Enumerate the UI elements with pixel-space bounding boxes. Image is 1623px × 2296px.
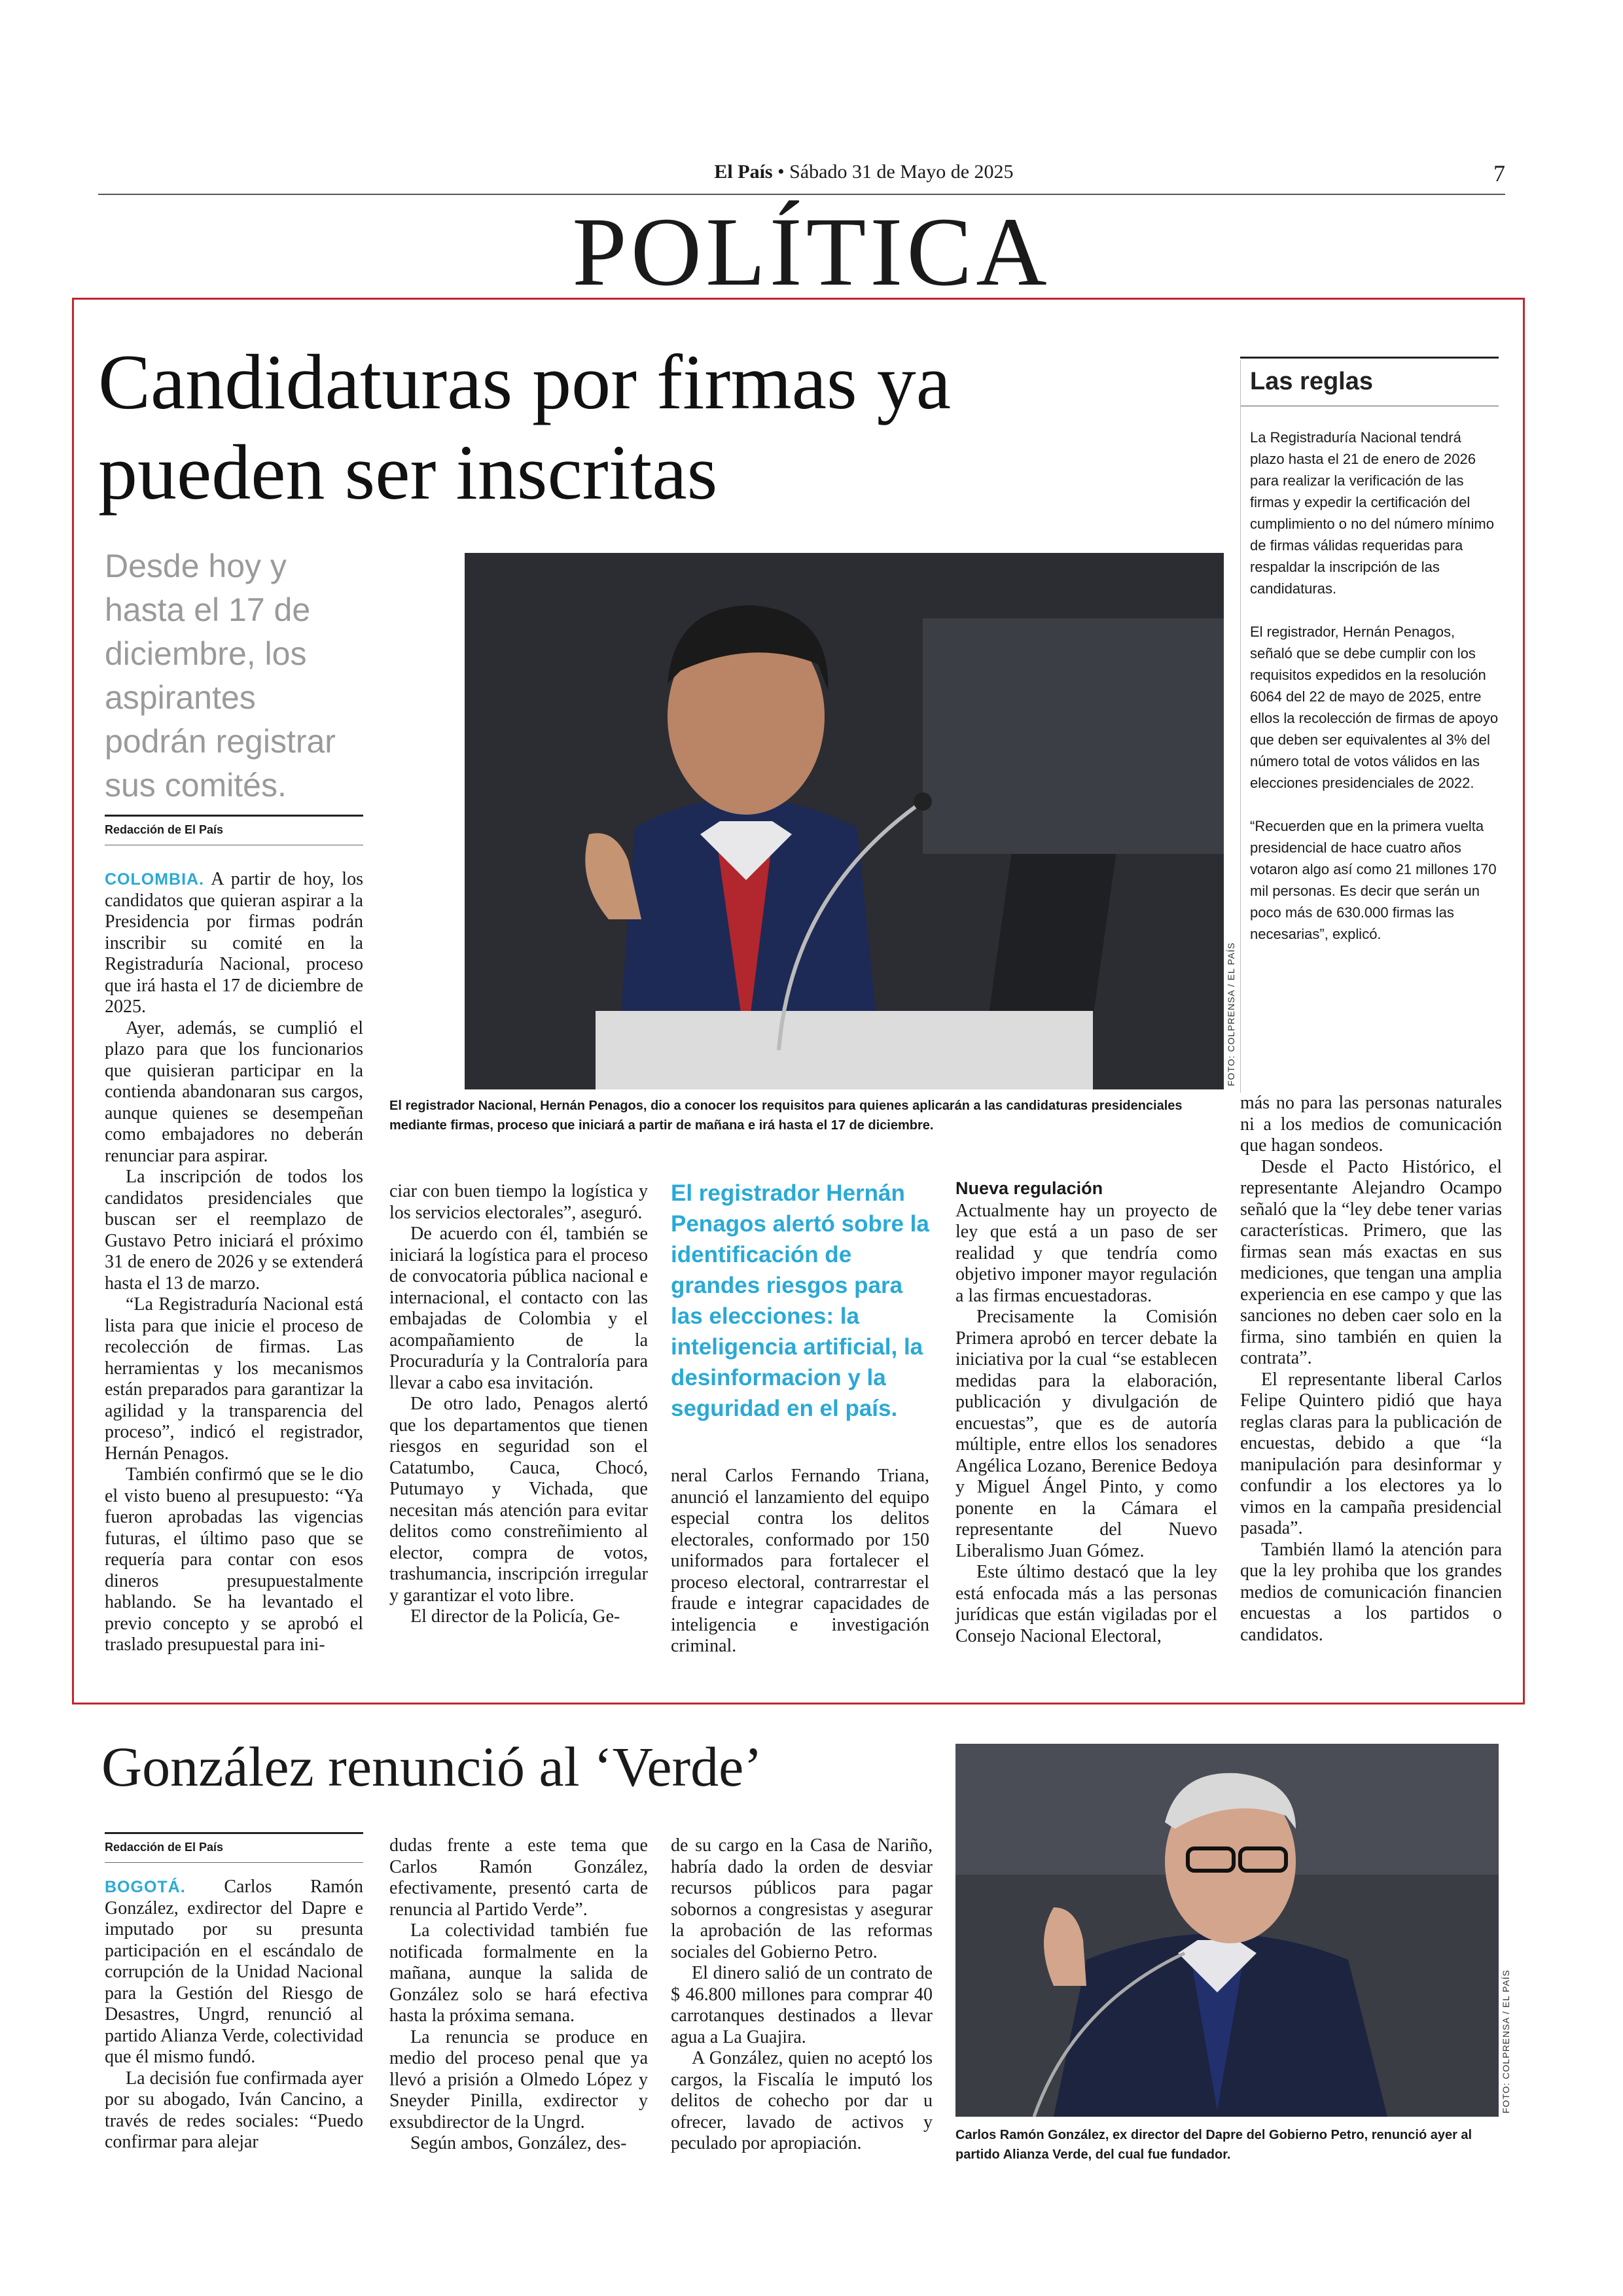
paragraph-text: A partir de hoy, los candidatos que quieran aspirar a la Presidencia por firmas podrán inscribir su comité en la Registraduría Nacional, proceso que irá hasta el 17 de diciembre de 2025. xyxy=(105,869,363,1017)
subheading: Nueva regulación xyxy=(955,1178,1103,1198)
header-dateline xyxy=(635,161,1093,183)
column-paragraph: Según ambos, González, des- xyxy=(410,2133,627,2153)
article2-photo-caption: Carlos Ramón González, ex director del Dapre del Gobierno Petro, renunció ayer al partido Alianza Verde, del cual fue fundador. xyxy=(955,2128,1472,2162)
column-paragraph: De otro lado, Penagos alertó que los departamentos que tienen riesgos en seguridad son el Catatumbo, Cauca, Chocó, Putumayo y Vichada, que necesitan más atención para evitar delitos como constreñimiento al elector, compra de votos, trashumancia, inscripción irregular y garantizar el voto libre. xyxy=(389,1394,648,1606)
sidebar-rule-top xyxy=(1240,357,1499,359)
column-paragraph: A González, quien no aceptó los cargos, la Fiscalía le imputó los delitos de cohecho por dar u ofrecer, lavado de activos y peculado por apropiación. xyxy=(671,2048,933,2153)
sidebar-divider xyxy=(1240,360,1241,1093)
column-paragraph: neral Carlos Fernando Triana, anunció el lanzamiento del equipo especial contra los delitos electorales, conformado por 150 uniformados para fortalecer el proceso electoral, contrarrestar el fraude e integrar capacidades de inteligencia e investigación criminal. xyxy=(671,1466,929,1656)
article-column-1 xyxy=(105,869,363,1656)
column-paragraph: La colectividad también fue notificada formalmente en la mañana, aunque la salida de González solo se hará efectiva hasta la próxima semana. xyxy=(389,1920,648,2026)
column-paragraph: “La Registraduría Nacional está lista para que inicie el proceso de recolección de firmas. Las herramientas y los mecanismos están preparados para garantizar la agilidad y la transparencia del proceso”, indicó el registrador, Hernán Penagos. xyxy=(105,1294,363,1464)
column-paragraph xyxy=(105,1877,363,2068)
column-paragraph: Ayer, además, se cumplió el plazo para que los funcionarios que quisieran participar en la contienda abandonaran sus cargos, aunque quienes se desempeñan como embajadores no deberán renunciar para aspirar. xyxy=(105,1017,363,1166)
article2-column-2 xyxy=(389,1835,648,2155)
column-paragraph: dudas frente a este tema que Carlos Ramón González, efectivamente, presentó carta de renuncia al Partido Verde”. xyxy=(389,1835,648,1920)
column-paragraph: La inscripción de todos los candidatos presidenciales que buscan ser el reemplazo de Gustavo Petro iniciará el próximo 31 de enero de 2026 y se extenderá hasta el 13 de marzo. xyxy=(105,1167,363,1294)
article-deck: Desde hoy y hasta el 17 de diciembre, los aspirantes podrán registrar sus comités. xyxy=(105,548,336,804)
article2-column-3 xyxy=(671,1835,933,2155)
section-title: POLÍTICA xyxy=(572,198,1051,306)
header-rule xyxy=(98,194,1505,195)
paper-name: El País xyxy=(714,161,773,183)
column-paragraph: También confirmó que se le dio el visto bueno al presupuesto: “Ya fueron aprobadas las vigencias futuras, el último paso que se requería para contar con esos dineros presupuestalmente hablando. Se ha levantado el previo concepto y se aprobó el traslado presupuestal para ini- xyxy=(105,1464,363,1655)
article2-headline: González renunció al ‘Verde’ xyxy=(101,1735,762,1798)
dateline-kicker: BOGOTÁ. xyxy=(105,1878,186,1896)
column-paragraph: También llamó la atención para que la ley prohiba que los grandes medios de comunicación financien encuestas a los partidos o candidatos. xyxy=(1240,1539,1502,1645)
pullquote: El registrador Hernán Penagos alertó sobre la identificación de grandes riesgos para las elecciones: la inteligencia artificial, la desinformacion y la seguridad en el país. xyxy=(671,1180,929,1421)
article-byline: Redacción de El País xyxy=(105,815,363,845)
article-column-4 xyxy=(955,1178,1217,1647)
column-paragraph xyxy=(105,869,363,1018)
article-column-2 xyxy=(389,1181,648,1628)
article2-column-1 xyxy=(105,1877,363,2153)
column-paragraph: más no para las personas naturales ni a los medios de comunicación que hagan sondeos. xyxy=(1240,1093,1502,1156)
column-paragraph: El dinero salió de un contrato de $ 46.800 millones para comprar 40 carrotanques destinados a llevar agua a La Guajira. xyxy=(671,1963,933,2047)
sidebar-title: Las reglas xyxy=(1250,368,1373,395)
column-paragraph: El director de la Policía, Ge- xyxy=(410,1606,620,1627)
column-paragraph: La decisión fue confirmada ayer por su abogado, Iván Cancino, a través de redes sociales: “Puedo confirmar para alejar xyxy=(105,2068,363,2152)
sidebar-paragraph: La Registraduría Nacional tendrá plazo hasta el 21 de enero de 2026 para realizar la verificación de las firmas y expedir la certificación del cumplimiento o no del número mínimo de firmas válidas requeridas para respaldar la inscripción de las candidaturas. xyxy=(1250,429,1494,597)
dateline-kicker: COLOMBIA. xyxy=(105,870,205,889)
column-paragraph: Precisamente la Comisión Primera aprobó en tercer debate la iniciativa por la cual “se establecen medidas para la elaboración, publicación y divulgación de encuestas”, que es de autoría múltiple, entre ellos los senadores Angélica Lozano, Berenice Bedoya y Miguel Ángel Pinto, y como ponente en la Cámara el representante del Nuevo Liberalismo Juan Gómez. xyxy=(955,1307,1217,1561)
main-photo xyxy=(465,553,1224,1089)
article2-byline: Redacción de El País xyxy=(105,1832,363,1863)
registrar-photo-illustration xyxy=(465,553,1224,1089)
issue-date: Sábado 31 de Mayo de 2025 xyxy=(789,161,1014,183)
article-headline: Candidaturas por firmas ya pueden ser inscritas xyxy=(98,338,951,516)
column-paragraph: Desde el Pacto Histórico, el representante Alejandro Ocampo señaló que la “ley debe tener varias características. Primero, que las firmas sean más exactas en sus mediciones, que tengan una amplia experiencia en ese campo y que las sanciones no deben caer solo en la firma, sino también en quien la contrata”. xyxy=(1240,1156,1502,1368)
sidebar-paragraph: “Recuerden que en la primera vuelta presidencial de hace cuatro años votaron algo así como 21 millones 170 mil personas. Es decir que serán un poco más de 630.000 firmas las necesarias”, explicó. xyxy=(1250,818,1497,942)
sidebar-body xyxy=(1250,427,1499,945)
column-paragraph: Este último destacó que la ley está enfocada más a las personas jurídicas que están vigiladas por el Consejo Nacional Electoral, xyxy=(955,1562,1217,1646)
sidebar-paragraph: El registrador, Hernán Penagos, señaló que se debe cumplir con los requisitos expedidos en la resolución 6064 del 22 de mayo de 2025, entre ellos la recolección de firmas de apoyo que deben ser equivalentes al 3% del número total de votos válidos en las elecciones presidenciales de 2022. xyxy=(1250,624,1499,791)
column-paragraph: El representante liberal Carlos Felipe Quintero pidió que haya reglas claras para la publicación de encuestas, debido a que “la manipulación para desinformar y confundir a los electores ya lo vimos en la campaña presidencial pasada”. xyxy=(1240,1369,1502,1538)
dateline-separator: • xyxy=(777,161,785,183)
column-paragraph: De acuerdo con él, también se iniciará la logística para el proceso de convocatoria pública nacional e internacional, el contacto con las embajadas de Colombia y el acompañamiento de la Procuraduría y la Contraloría para llevar a cabo esa invitación. xyxy=(389,1224,648,1393)
page-header xyxy=(98,157,1505,196)
column-paragraph: de su cargo en la Casa de Nariño, habría dado la orden de desviar recursos públicos para pagar sobornos a congresistas y asegurar la aprobación de las reformas sociales del Gobierno Petro. xyxy=(671,1835,933,1962)
column-paragraph: ciar con buen tiempo la logística y los servicios electorales”, aseguró. xyxy=(389,1181,648,1223)
column-paragraph: Actualmente hay un proyecto de ley que está a un paso de ser realidad y que tendría como objetivo imponer mayor regulación a las firmas encuestadoras. xyxy=(955,1200,1217,1306)
article-column-3 xyxy=(671,1466,929,1657)
page-number: 7 xyxy=(1493,160,1505,186)
gonzalez-photo-illustration xyxy=(955,1744,1499,2117)
photo-credit: FOTO: COLPRENSA / EL PAÍS xyxy=(1226,942,1236,1086)
article-column-5 xyxy=(1240,1093,1502,1646)
article2-photo-credit: FOTO: COLPRENSA / EL PAÍS xyxy=(1501,1969,1511,2113)
article2-photo xyxy=(955,1744,1499,2117)
column-paragraph: La renuncia se produce en medio del proceso penal que ya llevó a prisión a Olmedo López y Sneyder Pinilla, exdirector y exsubdirector de la Ungrd. xyxy=(389,2026,648,2132)
paragraph-text: Carlos Ramón González, exdirector del Dapre e imputado por su presunta participación en el escándalo de corrupción de la Unidad Nacional para la Gestión del Riesgo de Desastres, Ungrd, renunció al partido Alianza Verde, colectividad que él mismo fundó. xyxy=(105,1877,363,2067)
photo-caption: El registrador Nacional, Hernán Penagos, dio a conocer los requisitos para quienes aplicarán a las candidaturas presidenciales mediante firmas, proceso que iniciará a partir de mañana e irá hasta el 17 de diciembre. xyxy=(389,1099,1183,1133)
